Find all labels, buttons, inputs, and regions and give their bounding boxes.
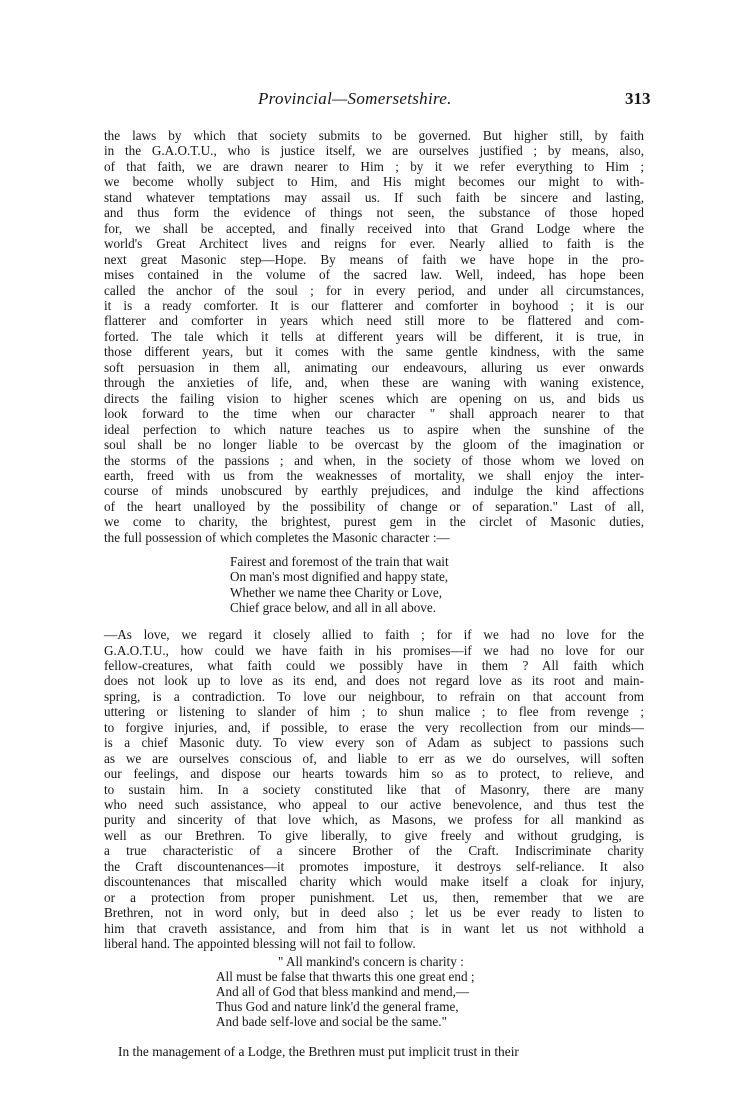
text-line: we become wholly subject to Him, and His might becomes our might to with- bbox=[104, 174, 644, 190]
text-line: Brethren, not in word only, but in deed also ; let us be ever ready to listen to bbox=[104, 905, 644, 921]
text-line: the storms of the passions ; and when, in the society of those whom we loved on bbox=[104, 452, 644, 468]
text-line: through the anxieties of life, and, when these are waning with waning existence, bbox=[104, 375, 644, 391]
text-line: called the anchor of the soul ; for in every period, and under all circumstances, bbox=[104, 282, 644, 298]
verse-line: On man's most dignified and happy state, bbox=[230, 569, 449, 585]
text-line: —As love, we regard it closely allied to faith ; for if we had no love for the bbox=[104, 627, 644, 643]
verse-line: And all of God that bless mankind and mend,— bbox=[216, 983, 470, 999]
text-line: earth, freed with us from the weaknesses of mortality, we shall enjoy the inter- bbox=[104, 467, 644, 483]
text-line: a true characteristic of a sincere Brother of the Craft. Indiscriminate charity bbox=[104, 843, 644, 859]
text-line: of the heart unalloyed by the possibility of change or of separation." Last of all, bbox=[104, 498, 644, 514]
text-line: is a chief Masonic duty. To view every son of Adam as subject to passions such bbox=[104, 735, 644, 751]
text-line: mises contained in the volume of the sacred law. Well, indeed, has hope been bbox=[104, 267, 644, 283]
text-line: our feelings, and dispose our hearts towards him so as to protect, to relieve, and bbox=[104, 766, 644, 782]
page-number: 313 bbox=[625, 89, 651, 108]
text-line: in the G.A.O.T.U., who is justice itself, we are ourselves justified ; by means, also, bbox=[104, 143, 644, 159]
text-line: course of minds unobscured by earthly prejudices, and indulge the kind affections bbox=[104, 483, 644, 499]
text-line: directs the failing vision to higher scenes which are opening on us, and bids us bbox=[104, 390, 644, 406]
page-header bbox=[0, 89, 739, 113]
text-line: purity and sincerity of that love which, as Masons, we profess for all mankind as bbox=[104, 812, 644, 828]
text-line: does not look up to love as its end, and does not regard love as its root and main- bbox=[104, 673, 644, 689]
text-line: the full possession of which completes the Masonic character :— bbox=[104, 529, 450, 545]
running-title: Provincial—Somersetshire. bbox=[258, 89, 452, 108]
text-line: soul shall be no longer liable to be overcast by the gloom of the imagination or bbox=[104, 437, 644, 453]
text-line: him that craveth assistance, and from him that is in want let us not withhold a bbox=[104, 920, 644, 936]
text-line: liberal hand. The appointed blessing will not fail to follow. bbox=[104, 936, 416, 952]
paragraph-lodge-management: In the management of a Lodge, the Brethren must put implicit trust in their bbox=[118, 1043, 519, 1059]
verse-line: All must be false that thwarts this one great end ; bbox=[216, 968, 475, 984]
text-line: well as our Brethren. To give liberally, to give freely and without grudging, is bbox=[104, 827, 644, 843]
text-line: ideal perfection to which nature teaches us to aspire when the sunshine of the bbox=[104, 421, 644, 437]
verse-mankind-concern bbox=[216, 954, 644, 1030]
text-line: forted. The tale which it tells at different years will be different, it is true, in bbox=[104, 328, 644, 344]
text-line: and thus form the evidence of things not seen, the substance of those hoped bbox=[104, 205, 644, 221]
text-line: world's Great Architect lives and reigns for ever. Nearly allied to faith is the bbox=[104, 236, 644, 252]
text-line: those different years, but it comes with the same gentle kindness, with the same bbox=[104, 344, 644, 360]
paragraph-love-charity bbox=[104, 627, 644, 952]
text-line: discountenances that miscalled charity which would make itself a cloak for injury, bbox=[104, 874, 644, 890]
text-line: uttering or listening to slander of him ; to shun malice ; to flee from revenge ; bbox=[104, 704, 644, 720]
text-line: we come to charity, the brightest, purest gem in the circlet of Masonic duties, bbox=[104, 514, 644, 530]
text-line: or a protection from proper punishment. Let us, then, remember that we are bbox=[104, 889, 644, 905]
text-line: it is a ready comforter. It is our flatterer and comforter in boyhood ; it is our bbox=[104, 297, 644, 313]
text-line: soft persuasion in them all, animating our endeavours, alluring us ever onwards bbox=[104, 359, 644, 375]
verse-line: Fairest and foremost of the train that wait bbox=[230, 554, 449, 570]
verse-line: Thus God and nature link'd the general frame, bbox=[216, 999, 459, 1015]
text-line: of that faith, we are drawn nearer to Him ; by it we refer everything to Him ; bbox=[104, 158, 644, 174]
text-line: flatterer and comforter in years which need still more to be flattered and com- bbox=[104, 313, 644, 329]
text-line: for, we shall be accepted, and finally received into that Grand Lodge where the bbox=[104, 220, 644, 236]
text-line: fellow-creatures, what faith could we possibly have in them ? All faith which bbox=[104, 657, 644, 673]
text-line: to sustain him. In a society constituted like that of Masonry, there are many bbox=[104, 781, 644, 797]
text-line: next great Masonic step—Hope. By means of faith we have hope in the pro- bbox=[104, 251, 644, 267]
verse-charity bbox=[230, 554, 644, 615]
text-line: who need such assistance, who appeal to our active benevolence, and thus test the bbox=[104, 797, 644, 813]
text-line: the laws by which that society submits to be governed. But higher still, by faith bbox=[104, 128, 644, 143]
verse-line: " All mankind's concern is charity : bbox=[278, 953, 464, 969]
text-line: G.A.O.T.U., how could we have faith in his promises—if we had no love for our bbox=[104, 642, 644, 658]
paragraph-faith-hope bbox=[104, 128, 644, 545]
text-line: as we are ourselves conscious of, and liable to err as we do ourselves, will soften bbox=[104, 750, 644, 766]
article-body bbox=[104, 128, 644, 1059]
verse-line: Whether we name thee Charity or Love, bbox=[230, 584, 443, 600]
verse-line: Chief grace below, and all in all above. bbox=[230, 599, 437, 615]
text-line: look forward to the time when our character " shall approach nearer to that bbox=[104, 406, 644, 422]
text-line: spring, is a contradiction. To love our neighbour, to refrain on that account from bbox=[104, 688, 644, 704]
text-line: to forgive injuries, and, if possible, to erase the very recollection from our minds— bbox=[104, 719, 644, 735]
text-line: the Craft discountenances—it promotes imposture, it destroys self-reliance. It also bbox=[104, 858, 644, 874]
verse-line: And bade self-love and social be the same." bbox=[216, 1014, 447, 1030]
text-line: stand whatever temptations may assail us. If such faith be sincere and lasting, bbox=[104, 189, 644, 205]
